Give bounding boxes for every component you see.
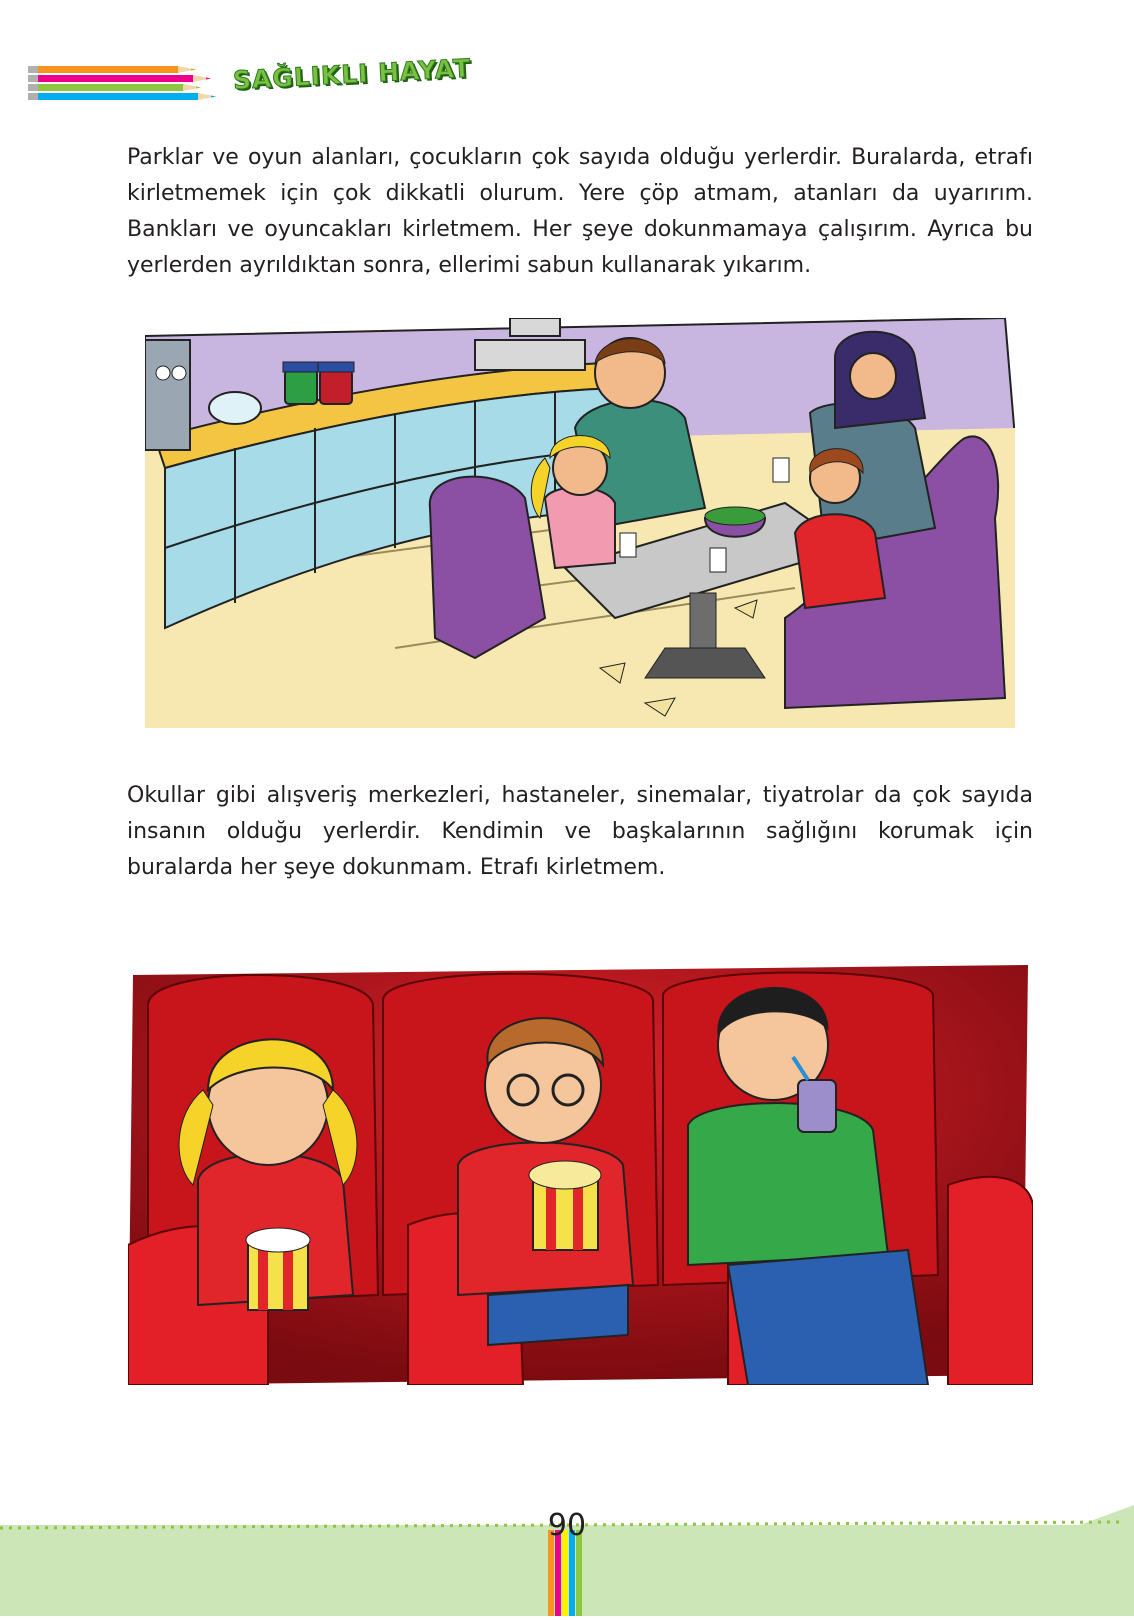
page-header: [28, 53, 472, 112]
section-title: SAĞLIKLI HAYAT: [232, 53, 472, 95]
paragraph-public-places: Okullar gibi alışveriş merkezleri, hastaneler, sinemalar, tiyatrolar da çok sayıda insanın olduğu yerlerdir. Kendimin ve başkalarının sağlığını korumak için buralarda her şeye dokunmam. Etrafı kirletmem.: [127, 783, 1033, 880]
restaurant-family-illustration: [145, 318, 1015, 728]
page-number: 90: [547, 1508, 587, 1543]
paragraph-parks: Parklar ve oyun alanları, çocukların çok sayıda olduğu yerlerdir. Buralarda, etrafı kirletmemek için çok dikkatli olurum. Yere çöp atmam, atanları da uyarırım. Bankları ve oyuncakları kirletmem. Her şeye dokunmamaya çalışırım. Ayrıca bu yerlerden ayrıldıktan sonra, ellerimi sabun kullanarak yıkarım.: [127, 145, 1033, 278]
colored-pencils-icon: [28, 62, 228, 112]
cinema-children-illustration: [128, 965, 1033, 1385]
